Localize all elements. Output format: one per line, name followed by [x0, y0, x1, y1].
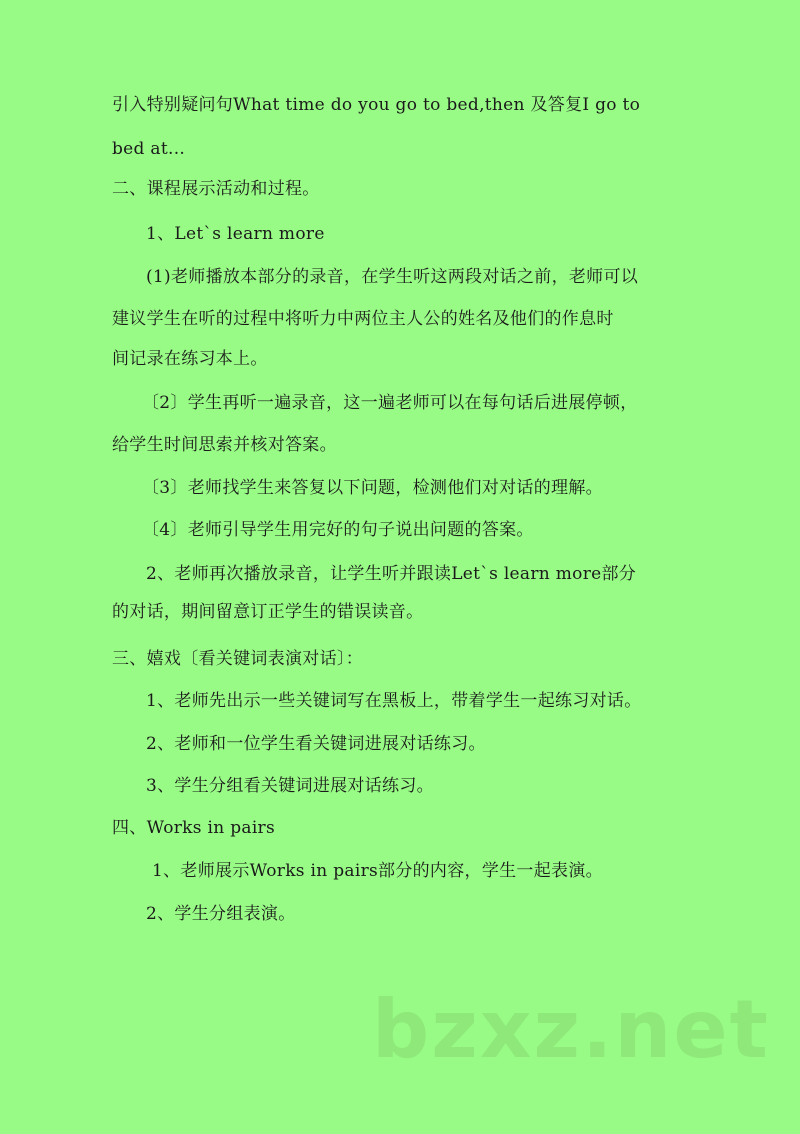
paragraph-line: 〔2〕学生再听一遍录音，这一遍老师可以在每句话后进展停顿， — [142, 393, 638, 413]
paragraph-line: (1)老师播放本部分的录音，在学生听这两段对话之前，老师可以 — [146, 267, 639, 287]
section-heading: 三、嬉戏〔看关键词表演对话〕： — [112, 649, 363, 669]
paragraph-line: 的对话，期间留意订正学生的错误读音。 — [112, 602, 424, 622]
paragraph-line: 建议学生在听的过程中将听力中两位主人公的姓名及他们的作息时 — [112, 309, 614, 329]
paragraph-line: bed at... — [112, 139, 186, 159]
paragraph-line: 给学生时间思索并核对答案。 — [112, 435, 337, 455]
paragraph-line: 2、老师再次播放录音，让学生听并跟读Let`s learn more部分 — [146, 564, 637, 584]
paragraph-line: 1、老师展示Works in pairs部分的内容，学生一起表演。 — [152, 861, 603, 881]
paragraph-line: 2、老师和一位学生看关键词进展对话练习。 — [146, 734, 486, 754]
paragraph-line: 引入特别疑问句What time do you go to bed,then 及答复I go to — [112, 95, 641, 115]
paragraph-line: 3、学生分组看关键词进展对话练习。 — [146, 776, 434, 796]
section-heading: 四、Works in pairs — [112, 818, 276, 838]
section-heading: 二、课程展示活动和过程。 — [112, 179, 320, 199]
paragraph-line: 1、老师先出示一些关键词写在黑板上，带着学生一起练习对话。 — [146, 691, 642, 711]
paragraph-line: 间记录在练习本上。 — [112, 349, 268, 369]
subsection-heading: 1、Let`s learn more — [146, 224, 325, 244]
paragraph-line: 〔4〕老师引导学生用完好的句子说出问题的答案。 — [142, 520, 534, 540]
paragraph-line: 〔3〕老师找学生来答复以下问题，检测他们对对话的理解。 — [142, 478, 603, 498]
paragraph-line: 2、学生分组表演。 — [146, 904, 296, 924]
watermark: bzxz.net — [372, 983, 770, 1076]
